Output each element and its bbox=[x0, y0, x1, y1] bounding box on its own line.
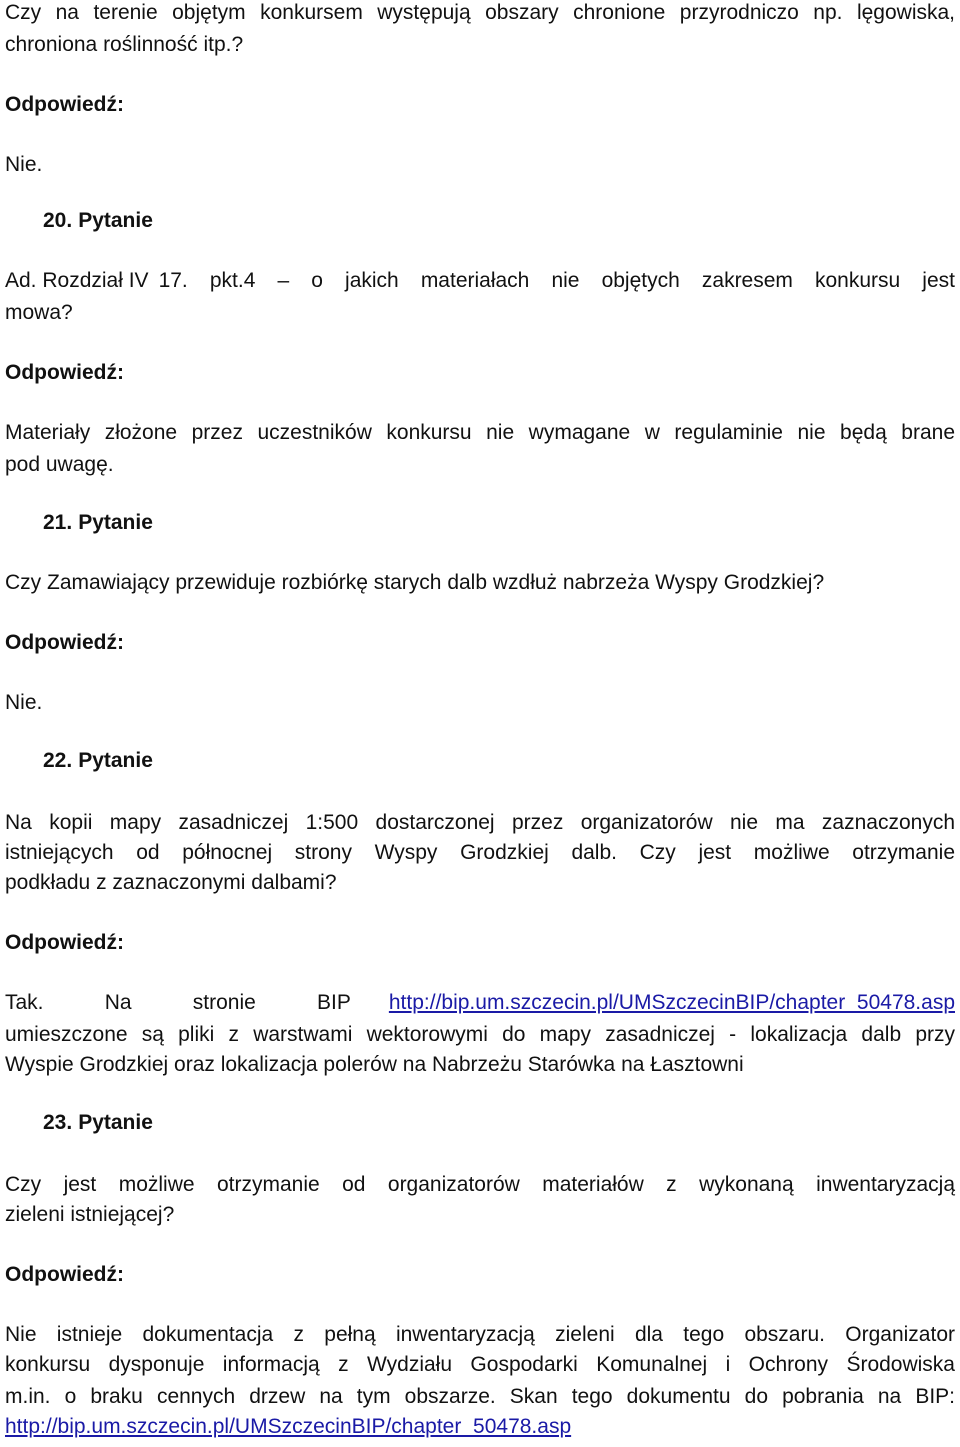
bip-link-2[interactable]: http://bip.um.szczecin.pl/UMSzczecinBIP/chapter_50478.asp bbox=[5, 1415, 572, 1438]
q20-heading-label: Pytanie bbox=[78, 209, 153, 232]
q20-answer-line1: Materiały złożone przez uczestników konkursu nie wymagane w regulaminie nie będą brane bbox=[5, 421, 955, 444]
q23-answer-link-line bbox=[5, 1412, 955, 1442]
q23-heading-label: Pytanie bbox=[78, 1111, 153, 1134]
q21-number: 21. bbox=[43, 511, 73, 534]
q23-heading bbox=[43, 1108, 960, 1138]
q20-number: 20. bbox=[43, 209, 73, 232]
q22-answer-line2: umieszczone są pliki z warstwami wektorowymi do mapy zasadniczej - lokalizacja dalb przy bbox=[5, 1023, 955, 1046]
q22-question-line2: istniejących od północnej strony Wyspy Grodzkiej dalb. Czy jest możliwe otrzymanie bbox=[5, 841, 955, 864]
q20-answer-line2: pod uwagę. bbox=[5, 453, 114, 476]
q22-question-line1: Na kopii mapy zasadniczej 1:500 dostarczonej przez organizatorów nie ma zaznaczonych bbox=[5, 811, 955, 834]
q23-number: 23. bbox=[43, 1111, 73, 1134]
q22-answer-line1-text: Tak. Na stronie BIP bbox=[5, 991, 351, 1014]
q23-answer-line2: konkursu dysponuje informacją z Wydziału Gospodarki Komunalnej i Ochrony Środowiska bbox=[5, 1353, 955, 1376]
bip-link[interactable]: http://bip.um.szczecin.pl/UMSzczecinBIP/chapter_50478.asp bbox=[388, 991, 955, 1014]
q19-answer: Nie. bbox=[5, 153, 43, 176]
q22-answer-line3: Wyspie Grodzkiej oraz lokalizacja polerów na Nabrzeżu Starówka na Łasztowni bbox=[5, 1053, 744, 1076]
q20-heading bbox=[43, 206, 960, 236]
q22-heading bbox=[43, 746, 960, 776]
q19-question-line1: Czy na terenie objętym konkursem występują obszary chronione przyrodniczo np. lęgowiska, bbox=[5, 1, 955, 24]
q20-question-line2: mowa? bbox=[5, 301, 73, 324]
q23-answer-label: Odpowiedź: bbox=[5, 1263, 124, 1286]
q19-answer-label: Odpowiedź: bbox=[5, 93, 124, 116]
q21-question: Czy Zamawiający przewiduje rozbiórkę starych dalb wzdłuż nabrzeża Wyspy Grodzkiej? bbox=[5, 571, 825, 594]
q21-heading-label: Pytanie bbox=[78, 511, 153, 534]
q20-question-line1 bbox=[5, 266, 955, 296]
q21-heading bbox=[43, 508, 960, 538]
q23-question-line1: Czy jest możliwe otrzymanie od organizatorów materiałów z wykonaną inwentaryzacją bbox=[5, 1173, 955, 1196]
q20-question-line1-a: Ad. Rozdział IV bbox=[5, 269, 149, 292]
q22-heading-label: Pytanie bbox=[78, 749, 153, 772]
q19-question-line2: chroniona roślinność itp.? bbox=[5, 33, 244, 56]
q20-answer-label: Odpowiedź: bbox=[5, 361, 124, 384]
q23-question-line2: zieleni istniejącej? bbox=[5, 1203, 175, 1226]
q22-answer-line1 bbox=[5, 988, 955, 1018]
q23-answer-line3: m.in. o braku cennych drzew na tym obszarze. Skan tego dokumentu do pobrania na BIP: bbox=[5, 1385, 955, 1408]
q21-answer: Nie. bbox=[5, 691, 43, 714]
q20-question-line1-b: 17. pkt.4 – o jakich materiałach nie objętych zakresem konkursu jest bbox=[158, 269, 955, 292]
q22-number: 22. bbox=[43, 749, 73, 772]
q21-answer-label: Odpowiedź: bbox=[5, 631, 124, 654]
q22-answer-label: Odpowiedź: bbox=[5, 931, 124, 954]
q22-question-line3: podkładu z zaznaczonymi dalbami? bbox=[5, 871, 337, 894]
q23-answer-line1: Nie istnieje dokumentacja z pełną inwentaryzacją zieleni dla tego obszaru. Organizator bbox=[5, 1323, 955, 1346]
